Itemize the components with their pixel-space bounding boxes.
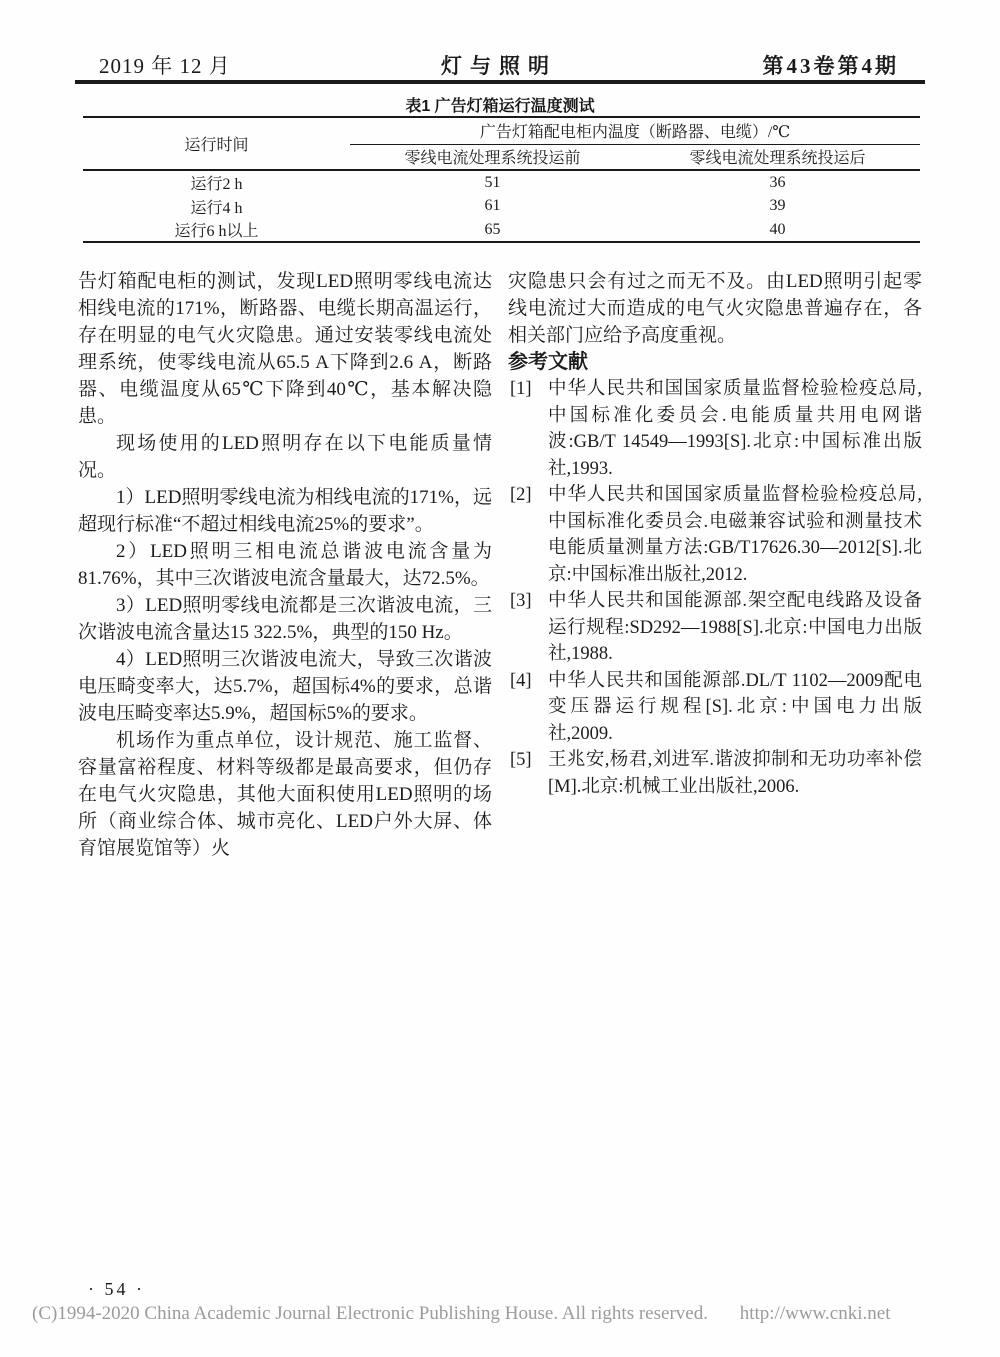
reference-item — [508, 376, 922, 482]
cell-runtime: 运行2 h — [190, 176, 243, 193]
volume-issue: 第43卷第4期 — [762, 54, 899, 78]
cell-temp-before: 61 — [484, 197, 501, 214]
table-row — [83, 170, 920, 194]
body-columns — [78, 268, 922, 862]
cell-temp-after: 36 — [769, 173, 786, 191]
references-heading: 参考文献 — [508, 351, 588, 373]
reference-number: [1] — [510, 379, 532, 399]
cell-temp-after: 39 — [769, 197, 786, 214]
body-paragraph: 机场作为重点单位，设计规范、施工监督、容量富裕程度、材料等级都是最高要求，但仍存在电气火灾隐患，其他大面积使用LED照明的场所（商业综合体、城市亮化、LED户外大屏、体育馆展览馆等）火 — [78, 730, 492, 859]
reference-text: 王兆安,杨君,刘进军.谐波抑制和无功功率补偿[M].北京:机械工业出版社,2006. — [548, 750, 922, 797]
reference-item — [508, 482, 922, 588]
reference-text: 中华人民共和国能源部.DL/T 1102—2009配电变压器运行规程[S].北京:中国电力出版社,2009. — [548, 670, 922, 744]
body-paragraph-item-1: 1）LED照明零线电流为相线电流的171%，远超现行标准“不超过相线电流25%的要求”。 — [78, 487, 492, 535]
left-column — [78, 268, 492, 862]
cell-runtime: 运行4 h — [190, 199, 243, 217]
journal-header — [75, 50, 925, 80]
reference-number: [4] — [510, 670, 532, 691]
column-header-before: 零线电流处理系统投运前 — [350, 144, 635, 170]
column-header-after: 零线电流处理系统投运后 — [635, 144, 920, 170]
body-paragraph: 告灯箱配电柜的测试，发现LED照明零线电流达相线电流的171%，断路器、电缆长期高温运行，存在明显的电气火灾隐患。通过安装零线电流处理系统，使零线电流从65.5 A下降到2.6 A，断路器、电缆温度从65℃下降到40℃，基本解决隐患。 — [78, 271, 492, 427]
reference-text: 中华人民共和国国家质量监督检验检疫总局,中国标准化委员会.电磁兼容试验和测量技术 电能质量测量方法:GB/T17626.30—2012[S].北京:中国标准出版社,2012. — [548, 485, 922, 585]
cell-temp-before: 51 — [484, 173, 501, 191]
header-divider-rule — [75, 80, 925, 84]
reference-item — [508, 747, 922, 800]
journal-title: 灯与照明 — [441, 54, 557, 78]
column-group-header-temperature: 广告灯箱配电柜内温度（断路器、电缆）/℃ — [350, 117, 920, 144]
table-caption: 表1 广告灯箱运行温度测试 — [405, 98, 595, 115]
body-paragraph: 现场使用的LED照明存在以下电能质量情况。 — [78, 433, 492, 481]
reference-item — [508, 588, 922, 668]
body-paragraph-item-4: 4）LED照明三次谐波电流大，导致三次谐波电压畸变率大，达5.7%，超国标4%的要求，总谐波电压畸变率达5.9%，超国标5%的要求。 — [78, 649, 492, 724]
body-paragraph-item-2: 2）LED照明三相电流总谐波电流含量为81.76%，其中三次谐波电流含量最大，达72.5%。 — [78, 541, 492, 589]
cell-temp-after: 40 — [635, 218, 920, 242]
reference-text: 中华人民共和国能源部.架空配电线路及设备运行规程:SD292—1988[S].北京:中国电力出版社,1988. — [548, 591, 922, 664]
copyright-text: (C)1994-2020 China Academic Journal Electronic Publishing House. All rights reserved. — [32, 1303, 708, 1324]
reference-number: [2] — [510, 485, 532, 505]
table-row — [83, 218, 920, 242]
body-paragraph: 灾隐患只会有过之而无不及。由LED照明引起零线电流过大而造成的电气火灾隐患普遍存在，各相关部门应给予高度重视。 — [508, 271, 922, 346]
cell-runtime: 运行6 h以上 — [83, 218, 350, 242]
page-number: · 54 · — [88, 1279, 145, 1299]
body-paragraph-item-3: 3）LED照明零线电流都是三次谐波电流，三次谐波电流含量达15 322.5%，典型的150 Hz。 — [78, 595, 492, 643]
reference-number: [5] — [510, 750, 532, 770]
reference-item — [508, 668, 922, 748]
table-row — [83, 194, 920, 218]
copyright-notice — [32, 1303, 890, 1325]
table-header-row-1 — [83, 117, 920, 144]
temperature-test-table — [83, 116, 920, 243]
cnki-url: http://www.cnki.net — [739, 1303, 891, 1324]
column-header-runtime: 运行时间 — [83, 117, 350, 170]
reference-text: 中华人民共和国国家质量监督检验检疫总局,中国标准化委员会.电能质量共用电网谐波:GB/T 14549—1993[S].北京:中国标准出版社,1993. — [548, 379, 922, 479]
right-column — [508, 268, 922, 862]
reference-number: [3] — [510, 591, 532, 611]
issue-date: 2019 年 12 月 — [99, 54, 231, 78]
cell-temp-before: 65 — [350, 218, 635, 242]
